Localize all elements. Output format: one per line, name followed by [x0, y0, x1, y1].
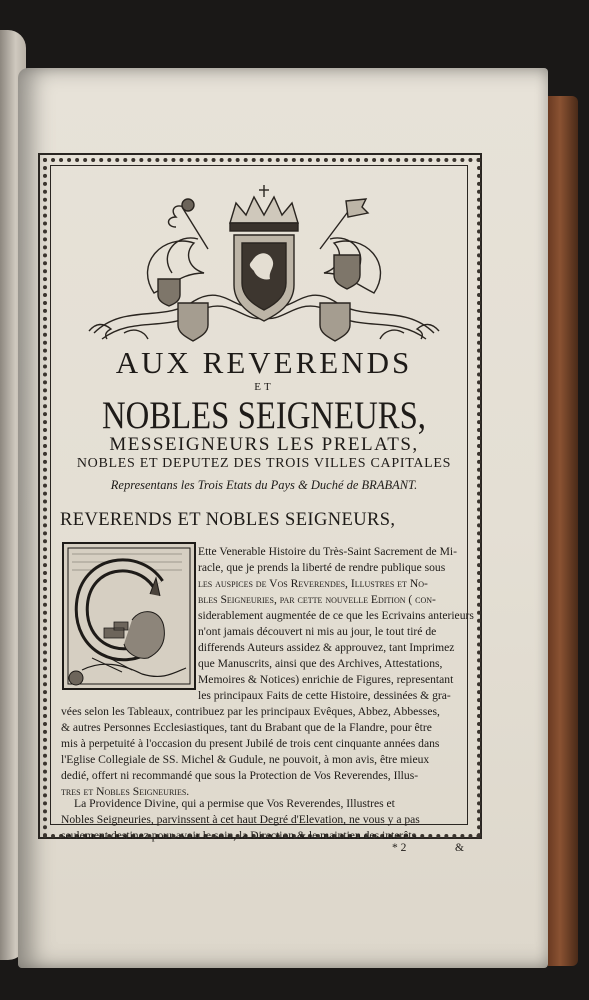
heading-representans: [60, 478, 468, 493]
body-line-12: & autres Personnes Ecclesiastiques, tant du Brabant que de la Flandre, pour être: [61, 721, 432, 734]
body-line-10: les principaux Faits de cette Histoire, dessinées & gra-: [198, 689, 451, 702]
body-line-5: siderablement augmentée de ce que les Ecrivains anterieurs: [198, 609, 474, 622]
body-line-19: seulement destinez pour avoir le soin, la Direction & le maintien des interêts: [61, 829, 417, 842]
body-line-6: n'ont jamais découvert ni mis au jour, le tout tiré de: [198, 625, 437, 638]
heading-et: ET: [254, 381, 274, 393]
body-line-4: bles Seigneuries, par cette nouvelle Edition ( con-: [198, 593, 436, 606]
body-line-8: que Manuscrits, ainsi que des Archives, Attestations,: [198, 657, 443, 670]
signature-mark: * 2: [392, 842, 407, 854]
body-line-11: vées selon les Tableaux, contribuez par les principaux Evêques, Abbez, Abbesses,: [61, 705, 440, 718]
salutation: REVERENDS ET NOBLES SEIGNEURS,: [60, 510, 396, 530]
catchword: &: [455, 842, 464, 854]
heading-messeigneurs: MESSEIGNEURS LES PRELATS,: [109, 434, 419, 455]
body-line-18: Nobles Seigneuries, parvinssent à cet haut Degré d'Elevation, ne vous y a pas: [61, 813, 420, 826]
body-line-7: differends Auteurs assidez & approuvez, tant Imprimez: [198, 641, 455, 654]
body-line-3: les auspices de Vos Reverendes, Illustres et No-: [198, 577, 428, 590]
body-line-9: Memoires & Notices) enrichie de Figures, representant: [198, 673, 454, 686]
heading-aux-reverends: AUX REVERENDS: [115, 345, 413, 380]
body-line-14: l'Eglise Collegiale de SS. Michel & Gudule, ne pouvoit, à mon avis, être mieux: [61, 753, 430, 766]
heading-representans-text: Representans les Trois Etats du Pays & Duché de BRABANT.: [110, 478, 418, 492]
body-line-13: mis à perpetuité à l'occasion du present Jubilé de trois cent cinquante années dans: [61, 737, 440, 750]
body-line-1: Ette Venerable Histoire du Très-Saint Sacrement de Mi-: [198, 545, 457, 558]
coat-of-arms-engraving: [84, 183, 444, 353]
heading-nobles-seigneurs: NOBLES SEIGNEURS,: [101, 394, 426, 437]
heading-villes-capitales: NOBLES ET DEPUTEZ DES TROIS VILLES CAPITALES: [76, 456, 452, 471]
body-line-2: racle, que je prends la liberté de rendre publique sous: [198, 561, 446, 574]
historiated-initial-c: [62, 542, 196, 690]
book-spine: [548, 96, 578, 966]
body-line-15: dedié, offert ni recommandé que sous la Protection de Vos Reverendes, Illus-: [61, 769, 419, 782]
body-line-16: tres et Nobles Seigneuries.: [61, 785, 190, 798]
body-line-17: La Providence Divine, qui a permise que Vos Reverendes, Illustres et: [74, 797, 395, 810]
